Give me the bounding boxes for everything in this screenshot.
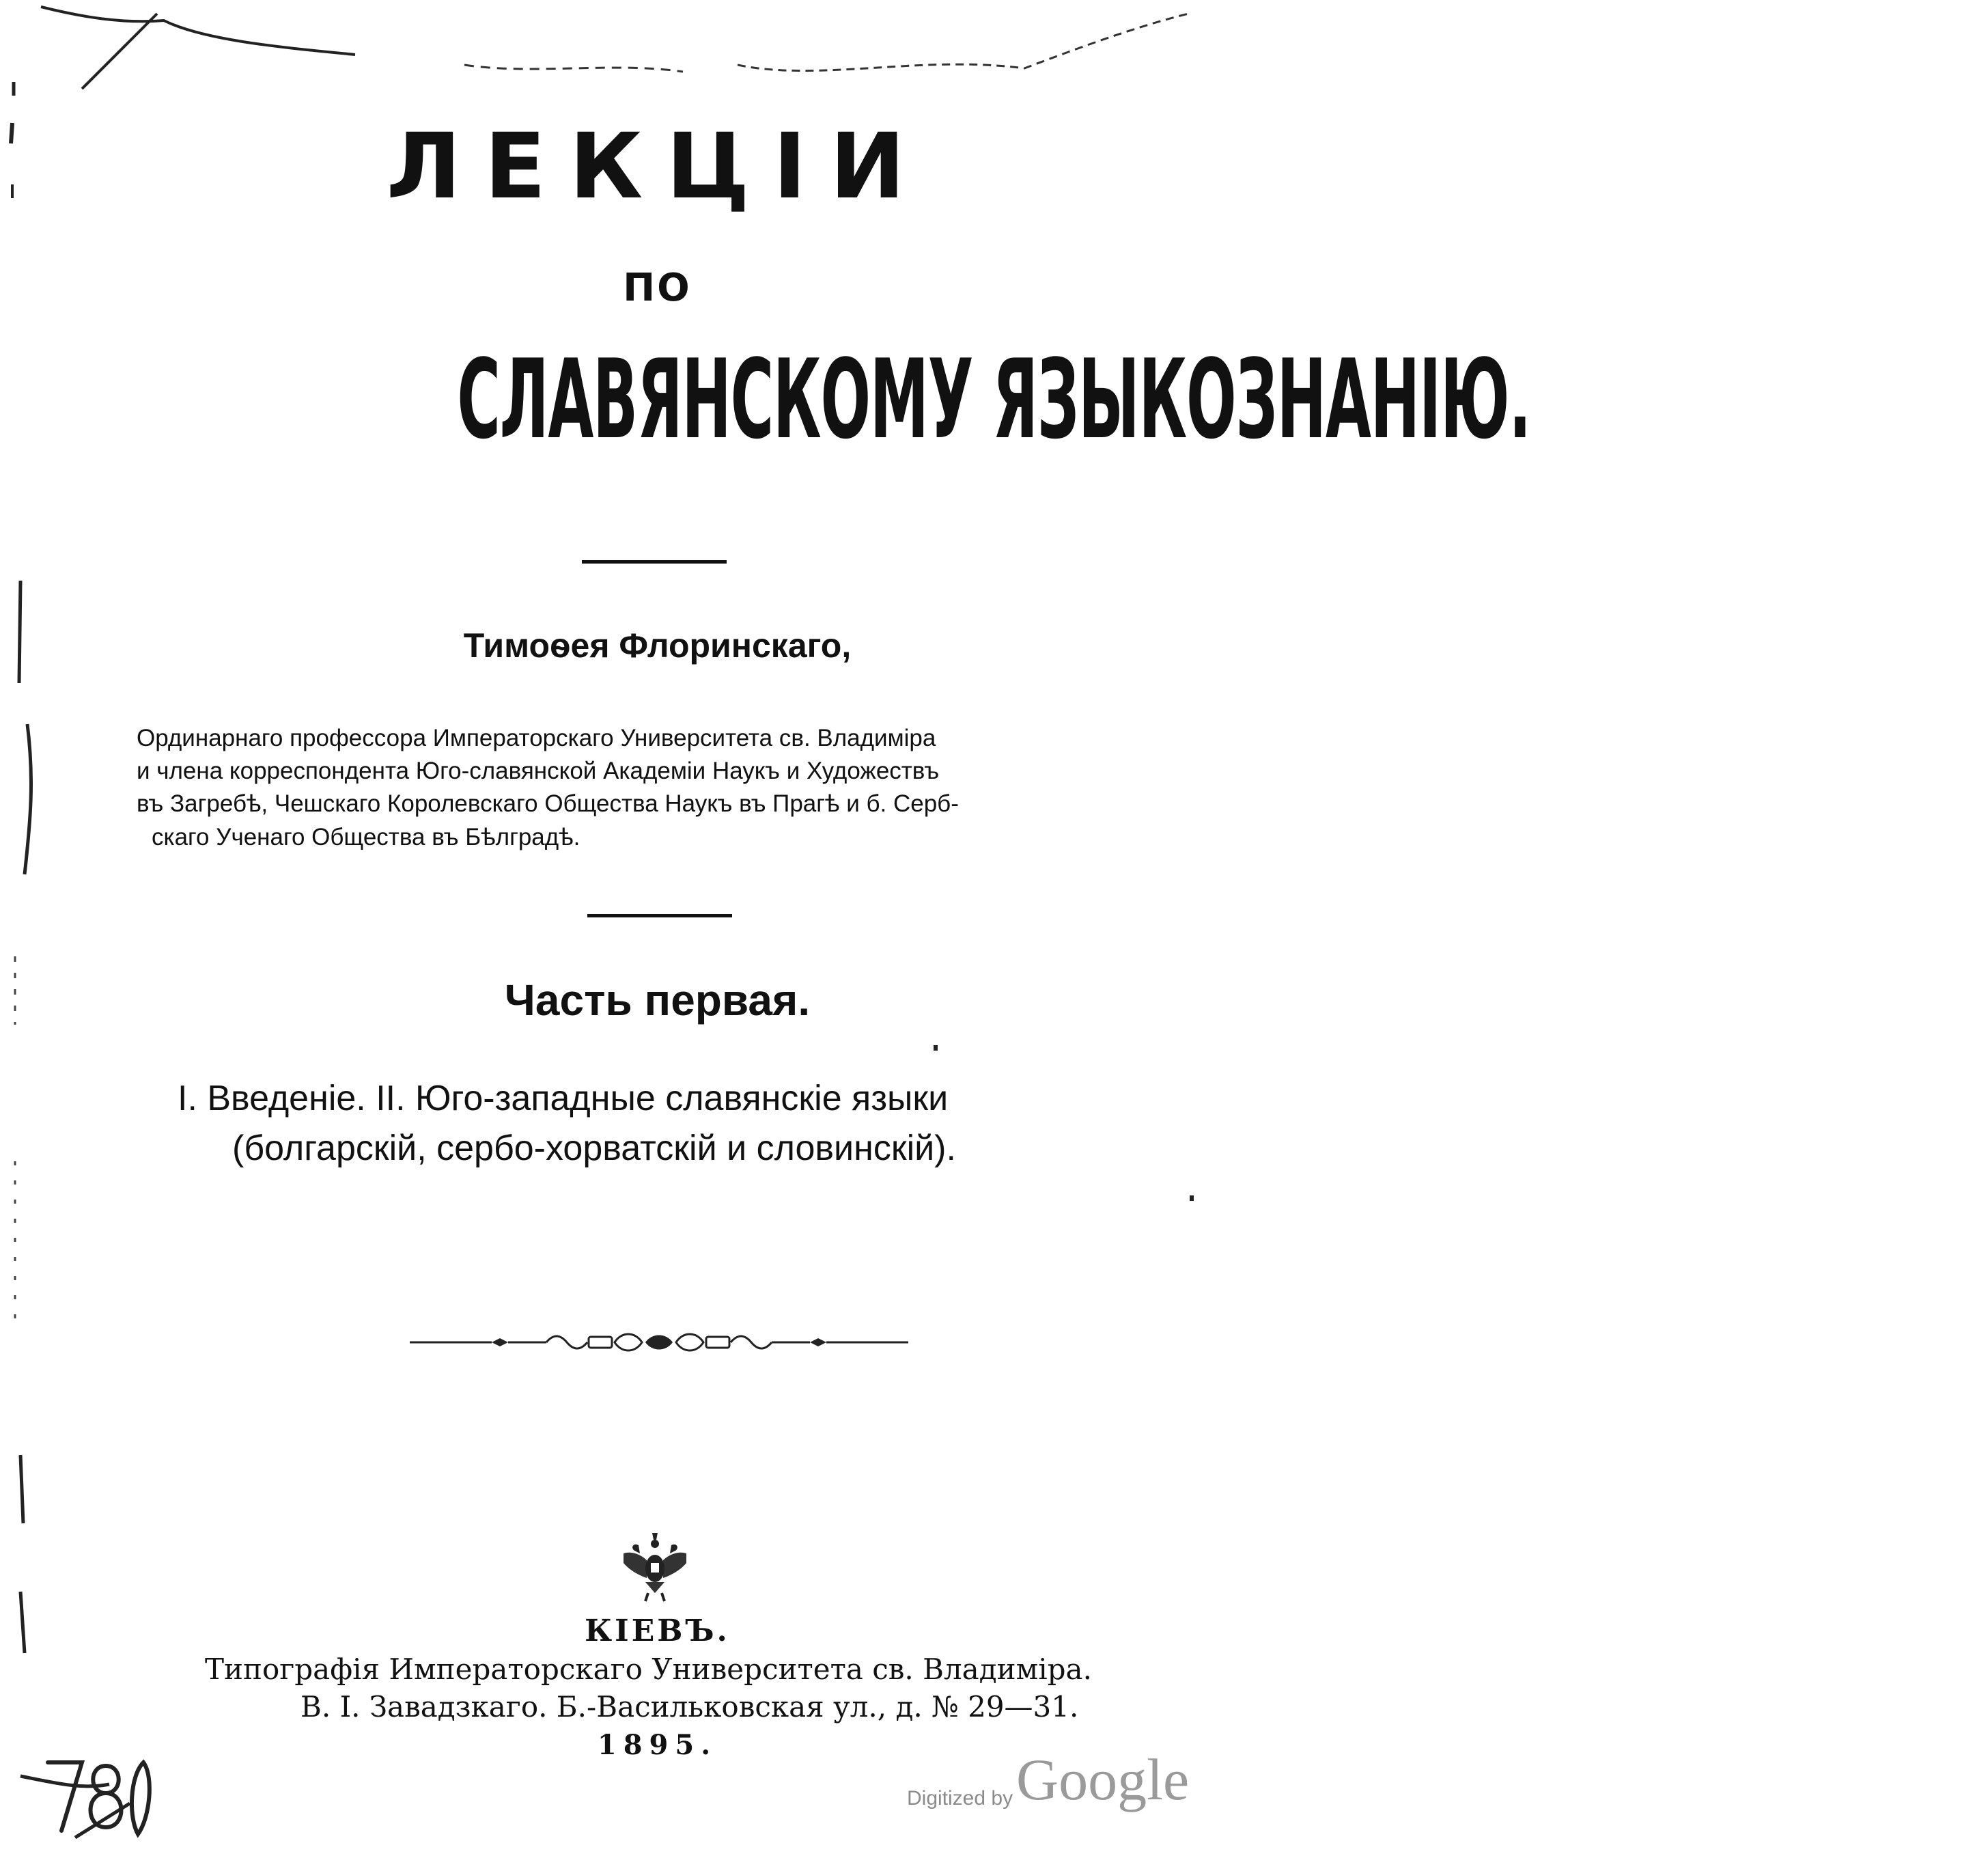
double-headed-eagle-icon: [618, 1530, 693, 1605]
contents-line-2: (болгарскій, сербо-хорватскій и словинскій).: [232, 1128, 956, 1168]
ornament-divider-icon: [410, 1329, 908, 1356]
imprint-city: КІЕВЪ.: [585, 1613, 730, 1648]
title-line-3-text: СЛАВЯНСКОМУ ЯЗЫКОЗНАНІЮ.: [457, 335, 1531, 463]
divider-rule-top: [582, 560, 727, 564]
part-heading: Часть первая.: [504, 975, 811, 1025]
handwritten-number-mark: [41, 1749, 157, 1844]
imprint-year: 1895.: [597, 1729, 718, 1761]
imprint-address-line: В. І. Завадзкаго. Б.-Васильковская ул., д. № 29—31.: [300, 1690, 1079, 1723]
digitized-by-label: Digitized by: [907, 1787, 1013, 1810]
divider-rule-middle: [587, 914, 732, 917]
contents-line-1: I. Введеніе. II. Юго-западные славянскіе языки: [178, 1079, 949, 1118]
affiliation-line-4: скаго Ученаго Общества въ Бѣлградѣ.: [152, 824, 580, 850]
title-line-2: ПО: [623, 266, 692, 310]
author-name: Тимоѳея Флоринскаго,: [463, 626, 852, 665]
affiliation-line-2: и члена корреспондента Юго-славянской Академіи Наукъ и Художествъ: [137, 758, 940, 784]
affiliation-line-3: въ Загребѣ, Чешскаго Королевскаго Общества Наукъ въ Прагѣ и б. Серб-: [137, 790, 959, 817]
google-watermark-logo: Google: [1016, 1747, 1190, 1812]
affiliation-line-1: Ординарнаго профессора Императорскаго Университета св. Владиміра: [137, 725, 936, 751]
title-line-3: [0, 335, 1531, 463]
title-line-1: ЛЕКЦІИ: [386, 114, 929, 219]
imprint-printer-line: Типографія Императорскаго Университета св. Владиміра.: [205, 1652, 1092, 1686]
